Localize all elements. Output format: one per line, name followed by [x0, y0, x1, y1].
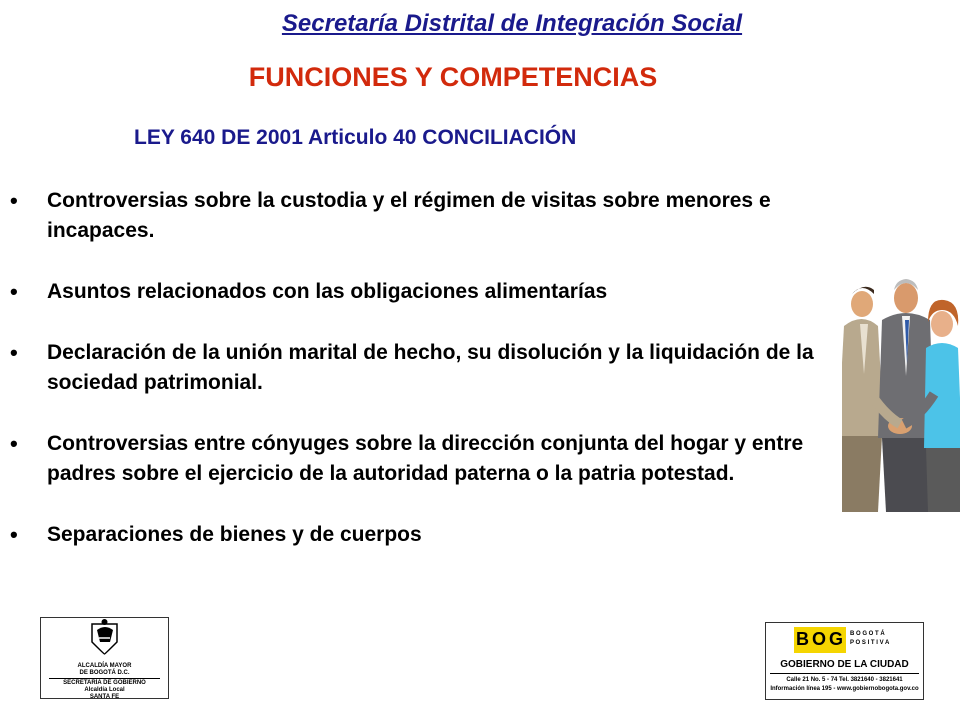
logo-name-text: GOBIERNO DE LA CIUDAD — [780, 659, 909, 670]
bogota-positiva-logo — [765, 622, 924, 700]
organization-header: Secretaría Distrital de Integración Social — [281, 10, 743, 37]
logo-line: ALCALDÍA MAYOR — [77, 663, 132, 669]
bogota-coat-of-arms — [41, 618, 168, 658]
list-item: • Asuntos relacionados con las obligaciones alimentarías — [10, 277, 840, 307]
logo-city-text: B O G O T Á — [850, 631, 885, 637]
list-item: • Controversias sobre la custodia y el régimen de visitas sobre menores e incapaces. — [10, 186, 840, 246]
list-item: • Controversias entre cónyuges sobre la dirección conjunta del hogar y entre padres sobre el ejercicio de la autoridad paterna o la patria potestad. — [10, 429, 840, 489]
alcaldia-logo — [40, 617, 169, 699]
logo-info-text: Información línea 195 - www.gobiernobogota.gov.co — [770, 686, 919, 692]
logo-brand-text: B O G — [796, 629, 843, 649]
list-item: • Declaración de la unión marital de hecho, su disolución y la liquidación de la sociedad patrimonial. — [10, 338, 840, 398]
logo-slogan-text: P O S I T I V A — [850, 640, 890, 646]
logo-line: SECRETARÍA DE GOBIERNO — [63, 680, 146, 686]
list-item: • Separaciones de bienes y de cuerpos — [10, 520, 840, 550]
law-subtitle: LEY 640 DE 2001 Articulo 40 CONCILIACIÓN — [134, 126, 577, 149]
logo-line: DE BOGOTÁ D.C. — [79, 670, 130, 676]
logo-address-text: Calle 21 No. 5 - 74 Tel. 3821640 - 3821641 — [786, 677, 903, 683]
logo-line: Alcaldía Local — [84, 687, 125, 693]
functions-list — [10, 186, 840, 581]
people-handshake-illustration — [842, 276, 960, 512]
slide-title: FUNCIONES Y COMPETENCIAS — [248, 62, 658, 92]
logo-line: SANTA FE — [89, 694, 120, 700]
